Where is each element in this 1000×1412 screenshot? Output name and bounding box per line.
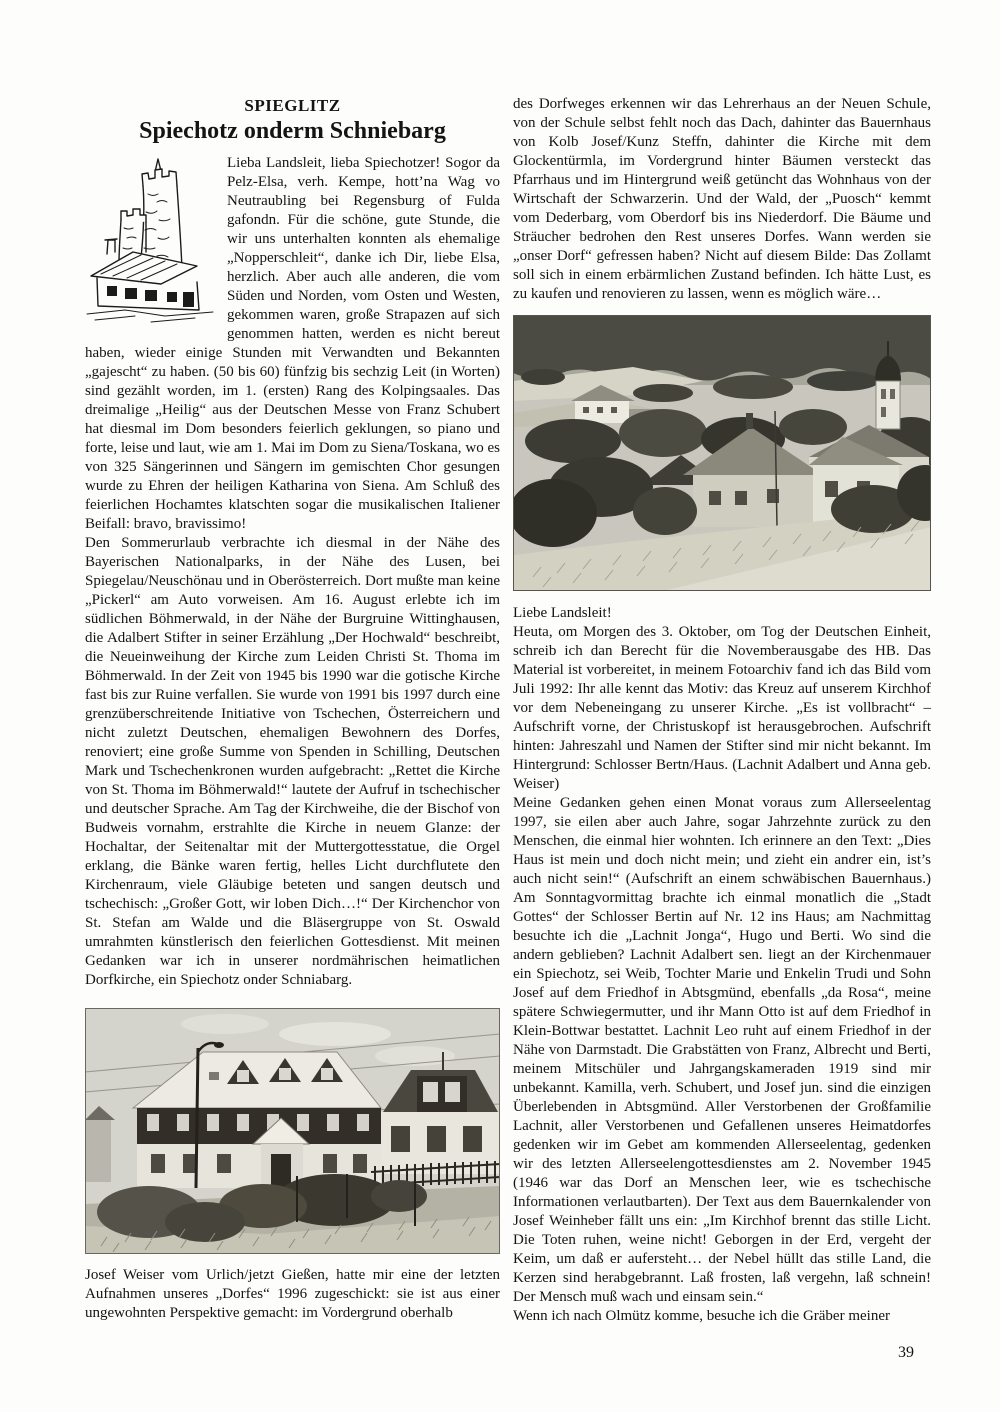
section-kicker: SPIEGLITZ xyxy=(244,96,341,115)
left-paragraph-1-text: Lieba Landsleit, lieba Spiechotzer! Sogor da Pelz-Elsa, verh. Kempe, hott’na Wag vo Neutraubling bei Regensburg of Fulda gafondn. Für die schöne, gute Stunde, die wir uns unterhalten konnten als ehemalige „Nopperschleit“, danke ich Dir, liebe Elsa, herzlich. Aber auch alle anderen, die vom Süden und Norden, vom Osten und Westen, gekommen waren, große Strapazen auf sich genommen hatten, werden es nicht bereut haben, wieder einige Stunden mit Verwandten und Bekannten „gajescht“ zu haben. (50 bis 60) fünfzig bis sechzig Leit (in Worten) sind gezählt worden, im 1. (ersten) Rang des Kolpingsaales. Das dreimalige „Heilig“ aus der Deutschen Messe von Franz Schubert hat diesmal im Dom besonders feierlich geklungen, so piano und forte, leise und laut, wie am 1. Mai im Dom zu Siena/Toskana, wo es von 325 Sängerinnen und Sängern im gemischten Chor gesungen wurde zu Ehren der heiligen Katharina von Siena. Am Schluß des feierlichen Hochamtes klatschten sogar die musikalischen Italiener Beifall: bravo, bravissimo! xyxy=(85,155,500,532)
village-church-photo xyxy=(513,315,931,591)
salutation: Liebe Landsleit! xyxy=(513,605,612,621)
article-title: Spiechotz onderm Schniebarg xyxy=(139,118,446,144)
left-column xyxy=(85,96,500,990)
castle-ruin-illustration xyxy=(85,156,217,324)
photo-caption: Josef Weiser vom Urlich/jetzt Gießen, hatte mir eine der letzten Aufnahmen unseres „Dorfes“ 1996 zugeschickt: sie ist aus einer ungewohnten Perspektive gemacht: im Vordergrund oberhalb xyxy=(85,1267,500,1321)
right-column xyxy=(513,95,931,1326)
village-houses-photo xyxy=(85,1008,500,1254)
page-number: 39 xyxy=(898,1344,914,1361)
left-paragraph-2: Den Sommerurlaub verbrachte ich diesmal in der Nähe des Bayerischen Nationalparks, in der Nähe des Lusen, bei Spiegelau/Neuschönau und in Oberösterreich. Dort mußte man keine „Pickerl“ am Auto vorweisen. Am 16. August erlebte ich im südlichen Böhmerwald, in der Nähe der Burgruine Wittinghausen, die Adalbert Stifter in seiner Erzählung „Der Hochwald“ beschreibt, die Neueinweihung der Kirche zum Leiden Christi St. Thoma im Böhmerwald. In der Zeit von 1945 bis 1990 war die gotische Kirche fast bis zur Ruine verfallen. Sie wurde von 1991 bis 1997 durch eine grenzüberschreitende Initiative von Tschechen, Österreichern und nicht zuletzt Deutschen, ehemaligen Bewohnern des Dorfes, renoviert; eine große Summe von Spenden in Schilling, Deutschen Mark und Tschechenkronen wurden aufgebracht: „Rettet die Kirche von St. Thoma im Böhmerwald!“ lautete der Aufruf in tschechischer und deutscher Sprache. Am Tag der Kirchweihe, die der Bischof von Budweis vornahm, erstrahlte die Kirche in neuem Glanze: der Hochaltar, der Seitenaltar mit der Muttergottesstatue, die Orgel erklang, die Bänke waren fertig, helles Licht durchflutete den Kirchenraum, viele Gläubige beteten und sangen deutsch und tschechisch: „Großer Gott, wir loben Dich…!“ Der Kirchenchor von St. Stefan am Walde und die Bläsergruppe von St. Oswald umrahmten künstlerisch den feierlichen Gottesdienst. Mit meinen Gedanken war ich in unserer nordmährischen heimatlichen Dorfkirche, ein Spiechotz onder Schniabarg. xyxy=(85,535,500,988)
right-paragraph-2: Heuta, om Morgen des 3. Oktober, om Tog der Deutschen Einheit, schreib ich dan Berecht für die Novemberausgabe des HB. Das Material ist vorbereitet, in meinem Fotoarchiv fand ich das Bild vom Juli 1992: Ihr alle kennt das Motiv: das Kreuz auf unserem Kirchhof vor dem Nebeneingang zu unserer Kirche. „Es ist vollbracht“ – Aufschrift vorne, der Christuskopf ist herausgebrochen. Aufschrift hinten: Jahreszahl und Namen der Stifter sind mir nicht bekannt. Im Hintergrund: Schlosser Bertn/Haus. (Lachnit Adalbert und Anna geb. Weiser) xyxy=(513,624,931,792)
right-paragraph-1: des Dorfweges erkennen wir das Lehrerhaus an der Neuen Schule, von der Schule selbst fehlt noch das Dach, dahinter das Bauernhaus von Kolb Josef/Kunz Steffn, dahinter die Kirche mit dem Glockentürmla, im Vordergrund hinter Bäumen versteckt das Pfarrhaus und im Hintergrund weiß getüncht das Wohnhaus von der Wirtschaft der Schwarzerin. Und der Wald, der „Puosch“ kemmt vom Dederbarg, vom Oberdorf bis ins Niederdorf. Die Bäume und Sträucher bedrohen den Rest unseres Dorfes. Wann werden sie „onser Dorf“ gefressen haben? Nicht auf diesem Bilde: Das Zollamt soll sich in einem erbärmlichen Zustand befinden. Ich hätte Lust, es zu kaufen und renovieren zu lassen, wenn es möglich wäre… xyxy=(513,96,931,302)
right-paragraph-4: Wenn ich nach Olmütz komme, besuche ich die Gräber meiner xyxy=(513,1308,890,1324)
left-paragraph-1 xyxy=(85,154,500,534)
right-paragraph-3: Meine Gedanken gehen einen Monat voraus zum Allerseelentag 1997, sie eilen aber auch Jahre, sogar Jahrzehnte zurück zu den Menschen, die einmal hier wohnten. Ich erinnere an den Text: „Dies Haus ist mein und doch nicht mein; und zieht ein andrer ein, ist’s auch nicht sein!“ (Aufschrift an einem schwäbischen Bauernhaus.) Am Sonntagvormittag brachte ich einmal monatlich die „Stadt Gottes“ der Schlosser Bertin auf Nr. 12 ins Haus; am Nachmittag besuchte ich die „Lachnit Jonga“, Hugo und Berti. Wo sind die andern geblieben? Lachnit Adalbert sen. liegt an der Kirchenmauer ein Spiechotz, sei Weib, Tochter Marie und Enkelin Trudi und Sohn Josef auf dem Friedhof in Abtsgmünd, ebenfalls „da Rosa“, meine spätere Schwiegermutter, und ihr Mann Otto ist auf dem Friedhof in Klein-Bottwar bestattet. Lachnit Leo ruht auf einem Friedhof in der Nähe von Darmstadt. Die Grabstätten von Franz, Albrecht und Berti, meinem Mitschüler und Jahrgangskameraden 1919 sind mir unbekannt. Kamilla, verh. Schubert, und Josef jun. sind die einzigen Überlebenden in Abtsgmünd. Aller Verstorbenen der Großfamilie Lachnit, aller Verstorbenen und Gefallenen unseres Heimatdorfes gedenken wir im Gebet am kommenden Allerseelentag, gedenken wir des letzten Allerseelengottesdienstes am 2. November 1945 (1946 war das Dorf an Menschen leer, wie es tschechische Informationen verlautbarten). Der Text aus dem Bauernkalender von Josef Weinheber fällt uns ein: „Im Kirchhof brennt das stille Licht. Die Toten ruhen, weine nicht! Geborgen in der Erd, vergeht der Keim, um daß er aufersteht… der Nebel hüllt das stille Land, die Kerzen sind herabgebrannt. Laß frosten, laß vergehn, laß schnein! Der Mensch muß wach und einsam sein.“ xyxy=(513,795,931,1305)
